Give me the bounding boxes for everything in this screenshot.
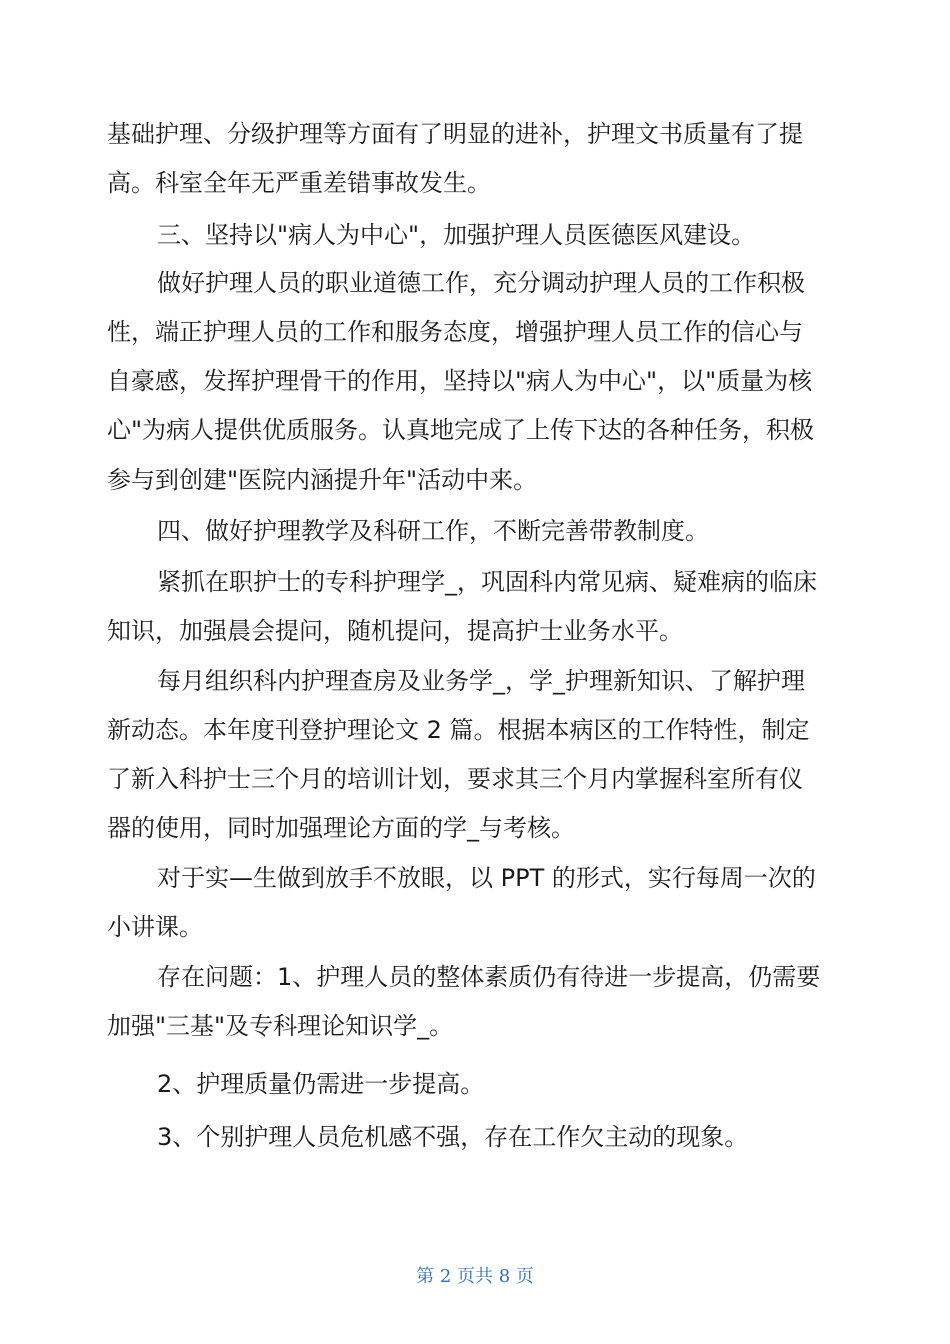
paragraph-line: 新动态。本年度刊登护理论文 2 篇。根据本病区的工作特性，制定 — [107, 716, 810, 744]
paragraph-line: 了新入科护士三个月的培训计划，要求其三个月内掌握科室所有仪 — [107, 765, 803, 793]
paragraph-line: 高。科室全年无严重差错事故发生。 — [107, 169, 491, 197]
paragraph-line: 加强"三基"及专科理论知识学_。 — [107, 1012, 454, 1040]
paragraph-line: 自豪感，发挥护理骨干的作用，坚持以"病人为中心"，以"质量为核 — [107, 367, 813, 395]
paragraph-line: 心"为病人提供优质服务。认真地完成了上传下达的各种任务，积极 — [107, 416, 815, 444]
paragraph-line: 器的使用，同时加强理论方面的学_与考核。 — [107, 814, 575, 842]
paragraph-line: 存在问题：1、护理人员的整体素质仍有待进一步提高，仍需要 — [157, 963, 821, 991]
paragraph-line: 基础护理、分级护理等方面有了明显的进补，护理文书质量有了提 — [107, 120, 803, 148]
paragraph-line: 参与到创建"医院内涵提升年"活动中来。 — [107, 466, 538, 494]
list-item: 3、个别护理人员危机感不强，存在工作欠主动的现象。 — [157, 1123, 749, 1151]
paragraph-line: 对于实—生做到放手不放眼，以 PPT 的形式，实行每周一次的 — [157, 864, 816, 892]
paragraph-line: 小讲课。 — [107, 913, 203, 941]
paragraph-line: 知识，加强晨会提问，随机提问，提高护士业务水平。 — [107, 617, 683, 645]
section-heading: 四、做好护理教学及科研工作，不断完善带教制度。 — [157, 517, 709, 545]
paragraph-line: 性，端正护理人员的工作和服务态度，增强护理人员工作的信心与 — [107, 318, 803, 346]
page-number: 第 2 页共 8 页 — [416, 1266, 534, 1287]
paragraph-line: 每月组织科内护理查房及业务学_，学_护理新知识、了解护理 — [157, 667, 805, 695]
section-heading: 三、坚持以"病人为中心"，加强护理人员医德医风建设。 — [157, 221, 756, 249]
list-item: 2、护理质量仍需进一步提高。 — [157, 1070, 485, 1098]
paragraph-line: 紧抓在职护士的专科护理学_，巩固科内常见病、疑难病的临床 — [157, 568, 817, 596]
paragraph-line: 做好护理人员的职业道德工作，充分调动护理人员的工作积极 — [157, 269, 805, 297]
